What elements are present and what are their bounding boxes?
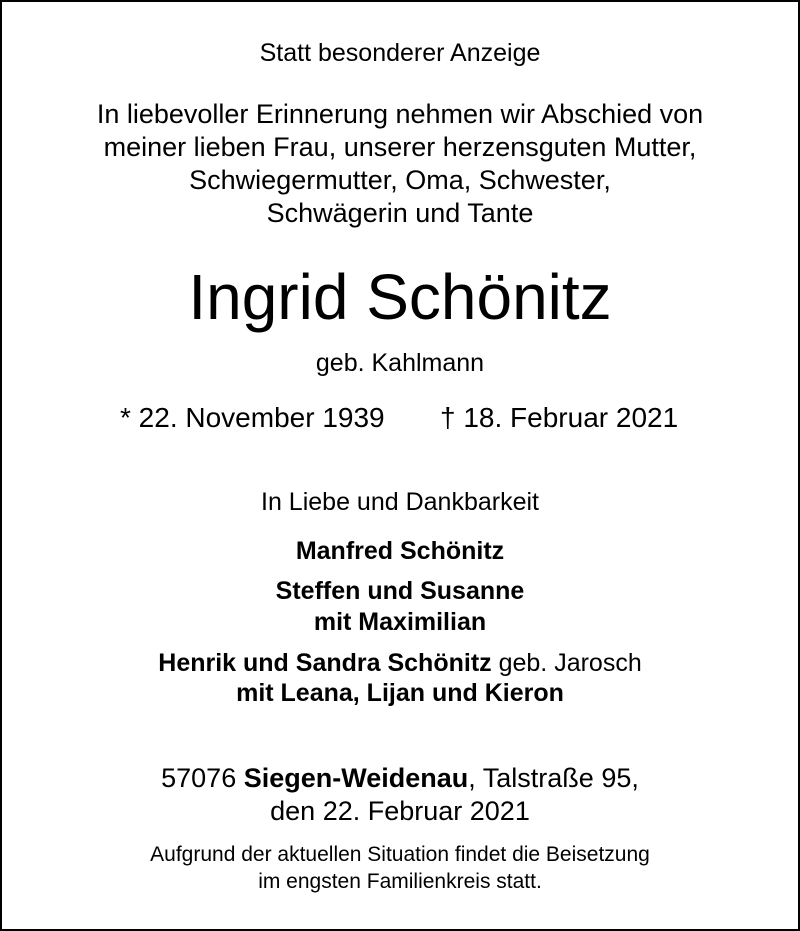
deceased-name: Ingrid Schönitz xyxy=(188,261,612,333)
mourner-line-4-names: Henrik und Sandra Schönitz xyxy=(158,649,492,677)
closing-phrase: In Liebe und Dankbarkeit xyxy=(261,488,539,516)
city: Siegen-Weidenau xyxy=(243,763,469,793)
mourner-line-5: mit Leana, Lijan und Kieron xyxy=(236,679,564,707)
intro-line-4: Schwägerin und Tante xyxy=(266,198,534,228)
mourner-line-4 xyxy=(2,647,798,679)
birth-name: geb. Kahlmann xyxy=(315,349,485,377)
mourner-line-4-birthname: geb. Jarosch xyxy=(491,649,642,677)
intro-line-2: meiner lieben Frau, unserer herzensguten Mutter, xyxy=(103,132,697,162)
footnote-line-1: Aufgrund der aktuellen Situation findet die Beisetzung xyxy=(150,843,650,866)
postal-code: 57076 xyxy=(161,763,244,793)
birth-date: * 22. November 1939 xyxy=(120,402,385,433)
notice-date: den 22. Februar 2021 xyxy=(270,796,530,826)
address-line xyxy=(2,762,798,795)
street: , Talstraße 95, xyxy=(468,763,639,793)
mourner-line-1: Manfred Schönitz xyxy=(295,537,505,565)
footnote-line-2: im engsten Familienkreis statt. xyxy=(258,870,542,893)
intro-line-1: In liebevoller Erinnerung nehmen wir Abschied von xyxy=(96,99,704,129)
mourner-line-2: Steffen und Susanne xyxy=(275,577,525,605)
death-date: † 18. Februar 2021 xyxy=(440,402,679,433)
mourner-line-3: mit Maximilian xyxy=(313,608,487,636)
intro-line-3: Schwiegermutter, Oma, Schwester, xyxy=(189,165,611,195)
notice-header: Statt besonderer Anzeige xyxy=(259,39,541,67)
